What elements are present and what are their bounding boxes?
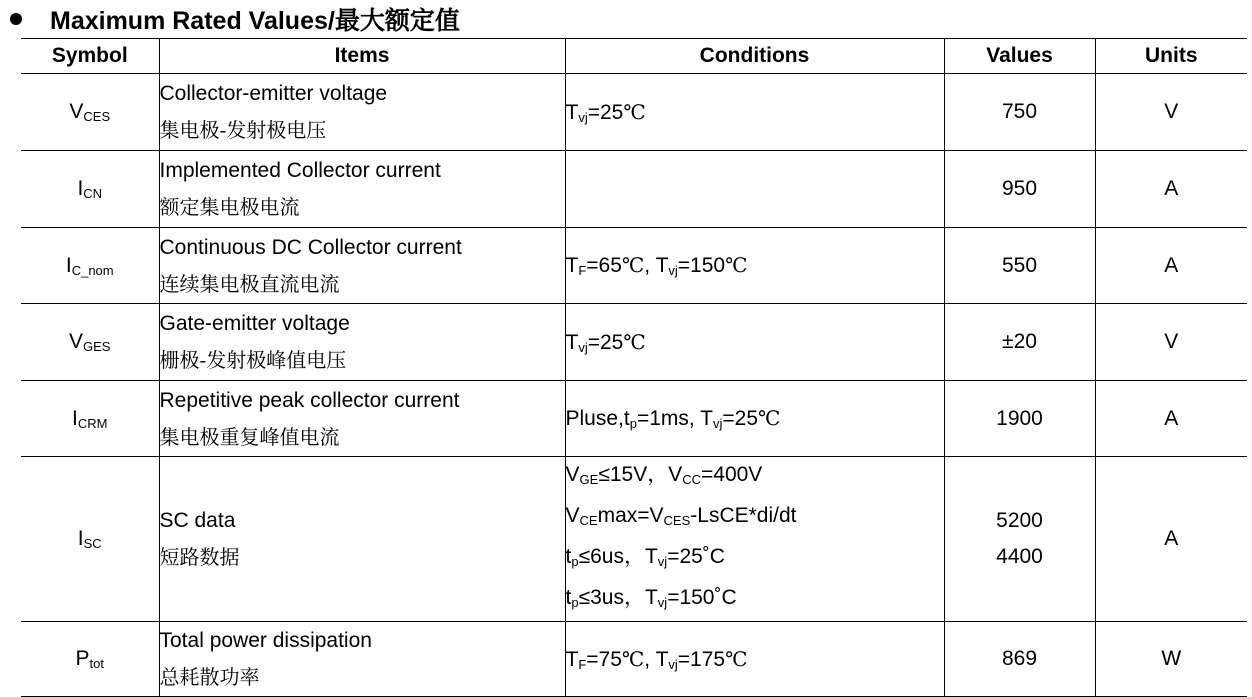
item-chinese: 集电极重复峰值电流 [159,424,340,449]
unit-cell: A [1095,457,1247,622]
table-row [21,457,1247,622]
symbol-cell: $I_{SC}$ [21,457,159,622]
item-cell [159,74,565,151]
bullet-icon [10,13,22,25]
max-rated-values-table [21,38,1247,697]
symbol-cell: $V_{GES}$ [21,304,159,381]
table-row [21,228,1247,304]
table-row [21,304,1247,381]
item-english: Gate-emitter voltage [159,312,350,335]
value-cell: 1900 [944,381,1095,457]
value-cell: 5200 4400 [944,457,1095,622]
condition-cell: $T_F=75℃$, $T_{vj}=175℃$ [565,622,944,697]
condition-cell [565,151,944,228]
item-english: SC data [159,509,236,532]
sc-condition-line-1: $V_{GE}\le 15V$，$V_{CC}=400V$ [565,463,763,487]
condition-cell: $T_{vj}=25℃$ [565,74,944,151]
item-english: Implemented Collector current [159,159,441,182]
item-chinese: 额定集电极电流 [159,195,300,219]
table-row [21,74,1247,151]
symbol-cell: $V_{CES}$ [21,74,159,151]
table-row [21,622,1247,697]
unit-cell: A [1095,228,1247,304]
value-cell: 950 [944,151,1095,228]
item-english: Collector-emitter voltage [159,82,388,105]
symbol-cell: $P_{tot}$ [21,622,159,697]
symbol-cell: $I_{C\_nom}$ [21,228,159,304]
item-cell [159,381,565,457]
item-chinese: 总耗散功率 [159,665,260,689]
item-cell [159,457,565,622]
value-cell: 750 [944,74,1095,151]
item-english: Total power dissipation [159,629,372,652]
value-cell: ±20 [944,304,1095,381]
header-values: Values [944,39,1095,74]
item-chinese: 短路数据 [159,545,240,569]
item-cell [159,622,565,697]
unit-cell: V [1095,74,1247,151]
item-english: Repetitive peak collector current [159,388,460,412]
symbol-cell: $I_{CN}$ [21,151,159,228]
sc-condition-line-3: $t_p\le 6us$，$T_{vj}=25˚C$ [565,545,725,569]
header-symbol: Symbol [21,39,159,74]
item-cell [159,304,565,381]
header-units: Units [1095,39,1247,74]
condition-cell: $T_{vj}=25℃$ [565,304,944,381]
table-header-row [21,39,1247,74]
sc-condition-line-2: $V_{CE}\max=V_{CES}-LsCE*di/dt$ [565,504,797,528]
section-title: Maximum Rated Values/最大额定值 [50,7,460,35]
item-english: Continuous DC Collector current [159,235,462,259]
unit-cell: A [1095,381,1247,457]
item-cell [159,151,565,228]
unit-cell: W [1095,622,1247,697]
item-chinese: 集电极-发射极电压 [159,118,327,142]
section-heading [6,2,460,36]
condition-cell: $T_F=65℃$, $T_{vj}=150℃$ [565,228,944,304]
item-cell [159,228,565,304]
value-cell: 869 [944,622,1095,697]
condition-cell [565,457,944,622]
item-chinese: 栅极-发射极峰值电压 [159,348,347,372]
sc-condition-line-4: $t_p\le 3us$，$T_{vj}=150˚C$ [565,586,737,610]
unit-cell: A [1095,151,1247,228]
header-conditions: Conditions [565,39,944,74]
item-chinese: 连续集电极直流电流 [159,271,340,296]
unit-cell: V [1095,304,1247,381]
value-cell: 550 [944,228,1095,304]
condition-cell: $Pluse,t_p=1ms$, $T_{vj}=25℃$ [565,381,944,457]
header-items: Items [159,39,565,74]
symbol-cell: $I_{CRM}$ [21,381,159,457]
table-row [21,381,1247,457]
table-row [21,151,1247,228]
